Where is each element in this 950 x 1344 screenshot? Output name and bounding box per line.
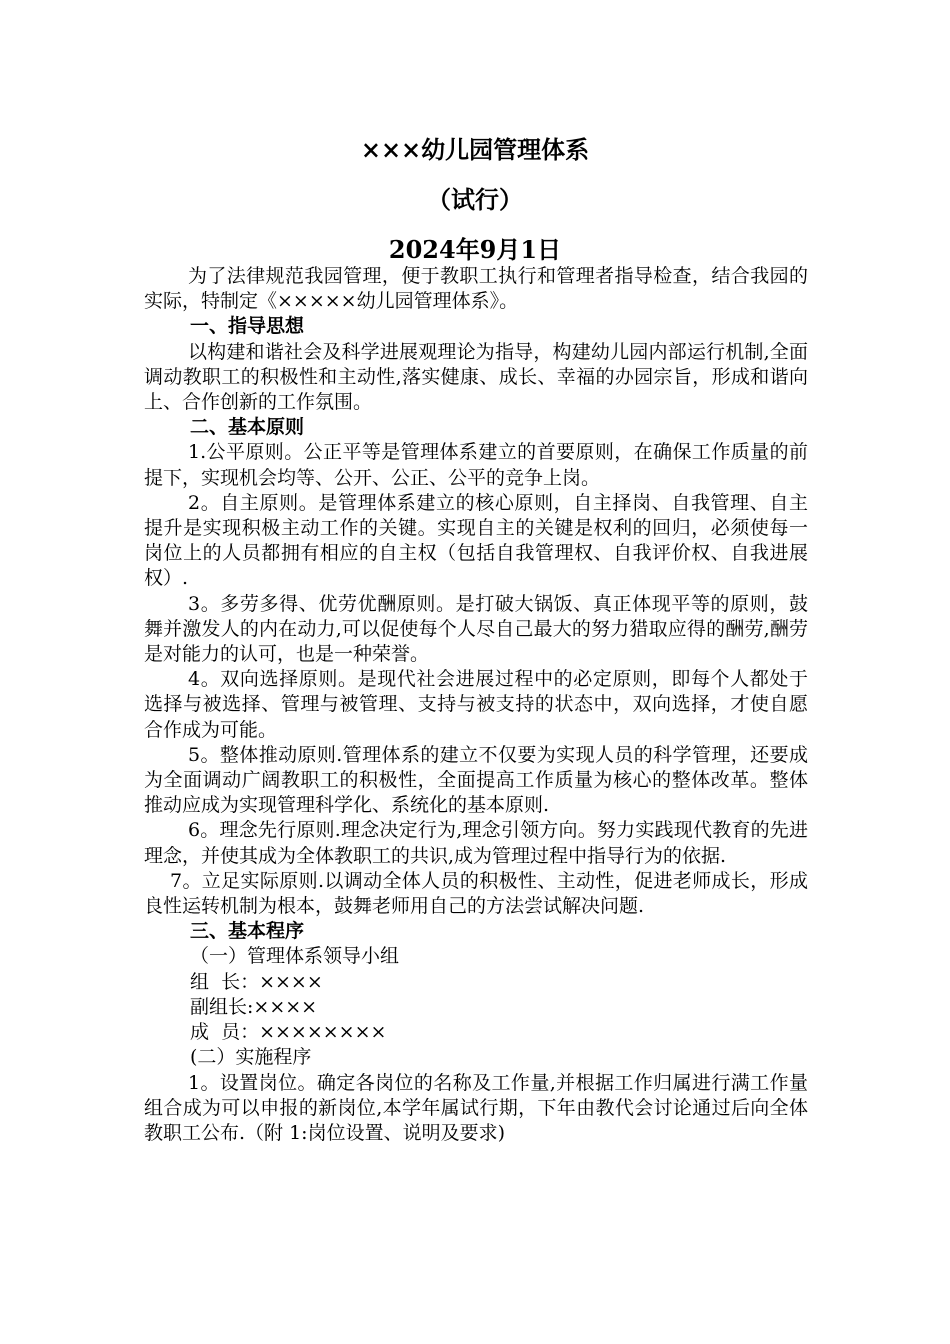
intro-paragraph: 为了法律规范我园管理，便于教职工执行和管理者指导检查，结合我园的实际，特制定《×××××幼儿园管理体系》。 [144,265,808,313]
group-leader-line: 组 长：×××× [190,970,323,993]
section-heading-2: 二、基本原则 [190,416,305,439]
vice-leader-line: 副组长:×××× [190,995,318,1018]
members-line: 成 员：×××××××× [190,1021,387,1044]
principle-paragraph: 5。整体推动原则.管理体系的建立不仅要为实现人员的科学管理，还要成为全面调动广阔教职工的积极性，全面提高工作质量为核心的整体改革。整体推动应成为实现管理科学化、系统化的基本原则. [144,743,808,817]
step-paragraph: 1。设置岗位。确定各岗位的名称及工作量,并根据工作归属进行满工作量组合成为可以申报的新岗位,本学年属试行期，下年由教代会讨论通过后向全体教职工公布.（附 1:岗位设置、说明及要求) [144,1071,808,1144]
principle-paragraph: 6。理念先行原则.理念决定行为,理念引领方向。努力实践现代教育的先进理念，并使其成为全体教职工的共识,成为管理过程中指导行为的依据. [144,819,808,867]
document-subtitle: （试行） [427,185,523,214]
document-date: 2024年9月1日 [388,235,562,264]
subsection-heading: (二）实施程序 [190,1046,312,1069]
guiding-ideology-paragraph: 以构建和谐社会及科学进展观理论为指导，构建幼儿园内部运行机制,全面调动教职工的积极性和主动性,落实健康、成长、幸福的办园宗旨，形成和谐向上、合作创新的工作氛围。 [144,340,808,414]
principle-paragraph: 3。多劳多得、优劳优酬原则。是打破大锅饭、真正体现平等的原则，鼓舞并激发人的内在动力,可以促使每个人尽自己最大的努力猎取应得的酬劳,酬劳是对能力的认可，也是一种荣誉。 [144,592,808,666]
principle-paragraph: 4。双向选择原则。是现代社会进展过程中的必定原则，即每个人都处于选择与被选择、管理与被管理、支持与被支持的状态中，双向选择，才使自愿合作成为可能。 [144,668,808,741]
principle-paragraph: 7。立足实际原则.以调动全体人员的积极性、主动性，促进老师成长，形成良性运转机制为根本，鼓舞老师用自己的方法尝试解决问题. [144,869,808,918]
subsection-heading: （一）管理体系领导小组 [190,945,400,968]
section-heading-3: 三、基本程序 [190,920,305,943]
document-title: ×××幼儿园管理体系 [360,135,590,164]
principle-paragraph: 1.公平原则。公正平等是管理体系建立的首要原则，在确保工作质量的前提下，实现机会均等、公开、公正、公平的竞争上岗。 [144,441,808,489]
principle-paragraph: 2。自主原则。是管理体系建立的核心原则，自主择岗、自我管理、自主提升是实现积极主动工作的关键。实现自主的关键是权利的回归，必须使每一岗位上的人员都拥有相应的自主权（包括自我管理权、自我评价权、自我进展权）. [144,491,808,590]
section-heading-1: 一、指导思想 [190,315,305,338]
document-body [144,264,808,1146]
